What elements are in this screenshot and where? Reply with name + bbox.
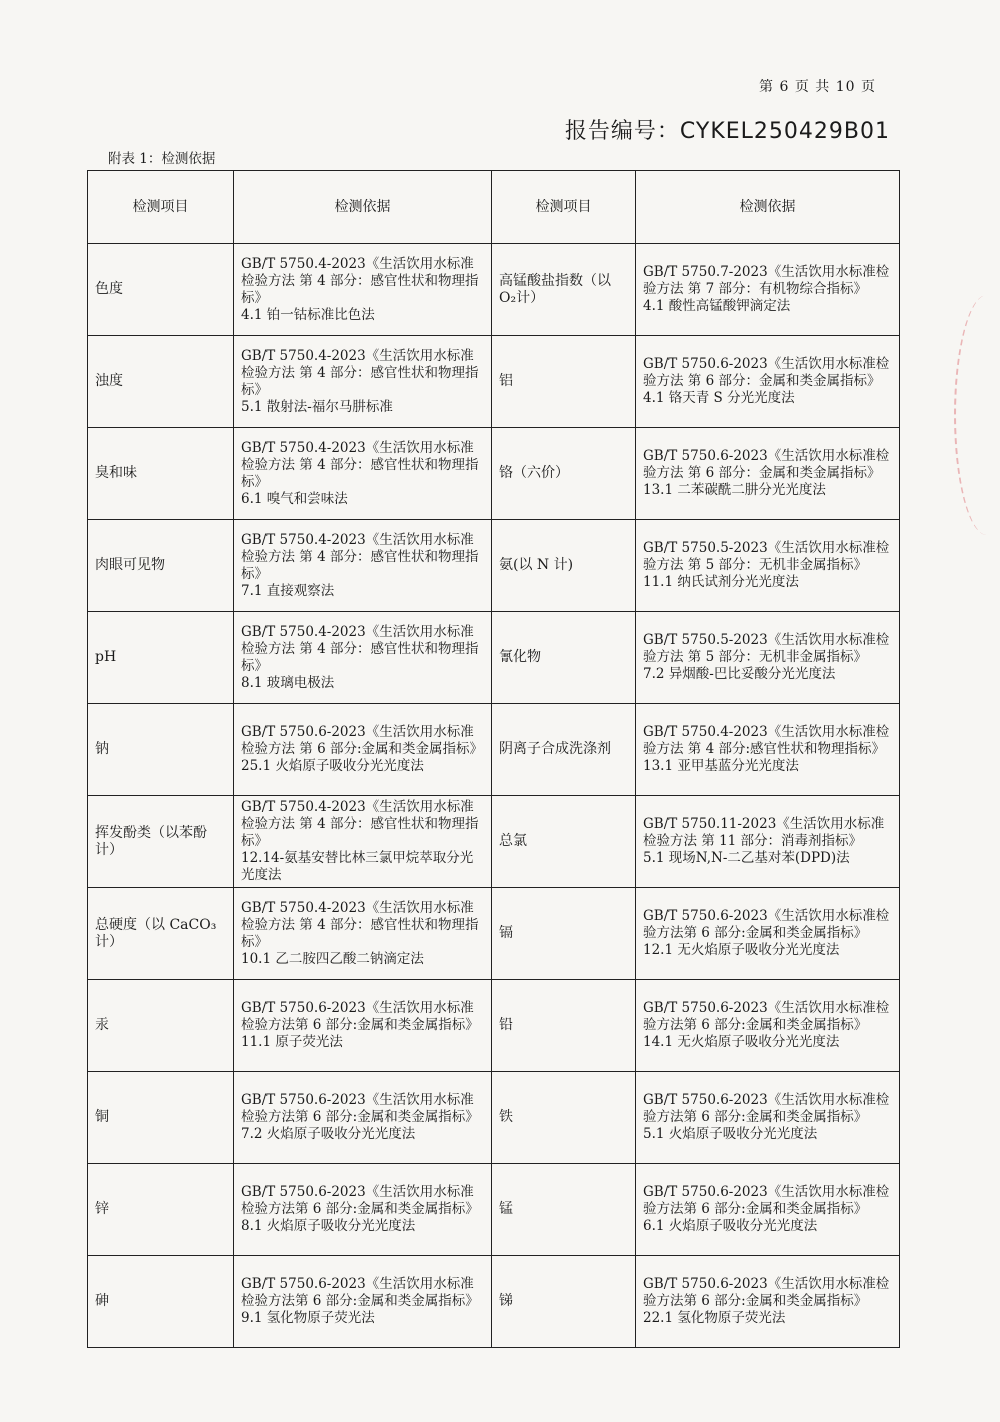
standard-reference: GB/T 5750.5-2023《生活饮用水标准检验方法 第 5 部分：无机非金属指标》 xyxy=(643,632,890,665)
right-test-basis xyxy=(636,520,900,612)
left-test-basis xyxy=(234,1256,492,1348)
standard-reference: GB/T 5750.6-2023《生活饮用水标准检验方法第 6 部分:金属和类金属指标》 xyxy=(241,1092,479,1125)
right-test-basis xyxy=(636,796,900,888)
table-row xyxy=(88,612,900,704)
method-clause: 12.14-氨基安替比林三氯甲烷萃取分光光度法 xyxy=(241,850,474,883)
standard-reference: GB/T 5750.5-2023《生活饮用水标准检验方法 第 5 部分：无机非金属指标》 xyxy=(643,540,890,573)
method-clause: 6.1 火焰原子吸收分光光度法 xyxy=(643,1218,818,1234)
right-test-basis xyxy=(636,612,900,704)
standard-reference: GB/T 5750.4-2023《生活饮用水标准检验方法 第 4 部分：感官性状和物理指标》 xyxy=(241,623,479,674)
right-test-basis xyxy=(636,1256,900,1348)
standard-reference: GB/T 5750.4-2023《生活饮用水标准检验方法 第 4 部分:感官性状和物理指标》 xyxy=(643,724,890,757)
standard-reference: GB/T 5750.6-2023《生活饮用水标准检验方法第 6 部分:金属和类金属指标》 xyxy=(241,1276,479,1309)
testing-basis-table xyxy=(87,170,900,1348)
right-test-item: 镉 xyxy=(492,888,636,980)
table-row xyxy=(88,336,900,428)
standard-reference: GB/T 5750.6-2023《生活饮用水标准检验方法第 6 部分:金属和类金属指标》 xyxy=(241,1184,479,1217)
table-row xyxy=(88,796,900,888)
report-number: 报告编号：CYKEL250429B01 xyxy=(564,119,890,144)
right-test-basis xyxy=(636,888,900,980)
method-clause: 7.2 火焰原子吸收分光光度法 xyxy=(241,1126,416,1142)
appendix-title: 附表 1：检测依据 xyxy=(108,151,216,167)
standard-reference: GB/T 5750.6-2023《生活饮用水标准检验方法第 6 部分:金属和类金属指标》 xyxy=(643,1276,890,1309)
left-test-item: 浊度 xyxy=(88,336,234,428)
method-clause: 6.1 嗅气和尝味法 xyxy=(241,490,348,507)
standard-reference: GB/T 5750.6-2023《生活饮用水标准检验方法 第 6 部分：金属和类金属指标》 xyxy=(643,448,890,481)
standard-reference: GB/T 5750.4-2023《生活饮用水标准检验方法 第 4 部分：感官性状和物理指标》 xyxy=(241,439,479,490)
standard-reference: GB/T 5750.6-2023《生活饮用水标准检验方法第 6 部分:金属和类金属指标》 xyxy=(241,1000,479,1033)
left-test-basis xyxy=(234,612,492,704)
method-clause: 13.1 二苯碳酰二肼分光光度法 xyxy=(643,482,826,498)
header-test-basis: 检测依据 xyxy=(234,171,492,244)
method-clause: 8.1 玻璃电极法 xyxy=(241,674,335,691)
left-test-item: 汞 xyxy=(88,980,234,1072)
method-clause: 11.1 原子荧光法 xyxy=(241,1034,343,1050)
table-row xyxy=(88,704,900,796)
method-clause: 7.1 直接观察法 xyxy=(241,582,335,599)
method-clause: 13.1 亚甲基蓝分光光度法 xyxy=(643,758,799,774)
method-clause: 12.1 无火焰原子吸收分光光度法 xyxy=(643,942,840,958)
method-clause: 5.1 散射法-福尔马肼标准 xyxy=(241,398,393,415)
left-test-basis xyxy=(234,520,492,612)
standard-reference: GB/T 5750.6-2023《生活饮用水标准检验方法第 6 部分:金属和类金属指标》 xyxy=(643,908,890,941)
method-clause: 7.2 异烟酸-巴比妥酸分光光度法 xyxy=(643,666,836,682)
left-test-basis xyxy=(234,428,492,520)
standard-reference: GB/T 5750.4-2023《生活饮用水标准检验方法 第 4 部分：感官性状和物理指标》 xyxy=(241,799,479,849)
table-row xyxy=(88,520,900,612)
table-row xyxy=(88,244,900,336)
method-clause: 8.1 火焰原子吸收分光光度法 xyxy=(241,1218,416,1234)
method-clause: 25.1 火焰原子吸收分光光度法 xyxy=(241,758,424,774)
table-row xyxy=(88,1072,900,1164)
left-test-basis xyxy=(234,1164,492,1256)
right-test-basis xyxy=(636,244,900,336)
right-test-basis xyxy=(636,704,900,796)
method-clause: 5.1 火焰原子吸收分光光度法 xyxy=(643,1126,818,1142)
right-test-item: 氨(以 N 计) xyxy=(492,520,636,612)
standard-reference: GB/T 5750.6-2023《生活饮用水标准检验方法第 6 部分:金属和类金属指标》 xyxy=(643,1000,890,1033)
right-test-basis xyxy=(636,336,900,428)
left-test-basis xyxy=(234,244,492,336)
method-clause: 4.1 铬天青 S 分光光度法 xyxy=(643,390,795,406)
left-test-item: 色度 xyxy=(88,244,234,336)
left-test-basis xyxy=(234,796,492,888)
right-test-item: 高锰酸盐指数（以O₂计） xyxy=(492,244,636,336)
right-test-basis xyxy=(636,1072,900,1164)
left-test-item: 臭和味 xyxy=(88,428,234,520)
standard-reference: GB/T 5750.4-2023《生活饮用水标准检验方法 第 4 部分：感官性状和物理指标》 xyxy=(241,531,479,582)
seal-stamp xyxy=(954,295,1000,535)
right-test-basis xyxy=(636,428,900,520)
right-test-item: 铁 xyxy=(492,1072,636,1164)
standard-reference: GB/T 5750.6-2023《生活饮用水标准检验方法第 6 部分:金属和类金属指标》 xyxy=(643,1092,890,1125)
left-test-item: 钠 xyxy=(88,704,234,796)
right-test-item: 总氯 xyxy=(492,796,636,888)
right-test-item: 锑 xyxy=(492,1256,636,1348)
table-row xyxy=(88,980,900,1072)
method-clause: 11.1 纳氏试剂分光光度法 xyxy=(643,574,799,590)
standard-reference: GB/T 5750.4-2023《生活饮用水标准检验方法 第 4 部分：感官性状和物理指标》 xyxy=(241,899,479,950)
right-test-basis xyxy=(636,1164,900,1256)
left-test-basis xyxy=(234,1072,492,1164)
method-clause: 9.1 氢化物原子荧光法 xyxy=(241,1310,375,1326)
right-test-item: 锰 xyxy=(492,1164,636,1256)
left-test-basis xyxy=(234,336,492,428)
header-test-item: 检测项目 xyxy=(492,171,636,244)
method-clause: 10.1 乙二胺四乙酸二钠滴定法 xyxy=(241,950,424,967)
left-test-item: 肉眼可见物 xyxy=(88,520,234,612)
left-test-item: 锌 xyxy=(88,1164,234,1256)
method-clause: 22.1 氢化物原子荧光法 xyxy=(643,1310,786,1326)
method-clause: 5.1 现场N,N-二乙基对苯(DPD)法 xyxy=(643,850,850,866)
standard-reference: GB/T 5750.6-2023《生活饮用水标准检验方法第 6 部分:金属和类金属指标》 xyxy=(643,1184,890,1217)
standard-reference: GB/T 5750.6-2023《生活饮用水标准检验方法 第 6 部分：金属和类金属指标》 xyxy=(643,356,890,389)
standard-reference: GB/T 5750.7-2023《生活饮用水标准检验方法 第 7 部分：有机物综合指标》 xyxy=(643,264,890,297)
table-row xyxy=(88,428,900,520)
left-test-basis xyxy=(234,704,492,796)
left-test-item: pH xyxy=(88,612,234,704)
right-test-item: 铬（六价） xyxy=(492,428,636,520)
right-test-basis xyxy=(636,980,900,1072)
right-test-item: 铅 xyxy=(492,980,636,1072)
standard-reference: GB/T 5750.6-2023《生活饮用水标准检验方法 第 6 部分:金属和类金属指标》 xyxy=(241,724,484,757)
method-clause: 4.1 酸性高锰酸钾滴定法 xyxy=(643,298,791,314)
page-number: 第 6 页 共 10 页 xyxy=(759,79,876,95)
right-test-item: 氰化物 xyxy=(492,612,636,704)
method-clause: 4.1 铂一钴标准比色法 xyxy=(241,306,375,323)
table-row xyxy=(88,1256,900,1348)
table-body xyxy=(88,244,900,1348)
left-test-item: 挥发酚类（以苯酚计） xyxy=(88,796,234,888)
right-test-item: 铝 xyxy=(492,336,636,428)
left-test-basis xyxy=(234,980,492,1072)
header-test-item: 检测项目 xyxy=(88,171,234,244)
method-clause: 14.1 无火焰原子吸收分光光度法 xyxy=(643,1034,840,1050)
left-test-basis xyxy=(234,888,492,980)
header-test-basis: 检测依据 xyxy=(636,171,900,244)
table-row xyxy=(88,1164,900,1256)
right-test-item: 阴离子合成洗涤剂 xyxy=(492,704,636,796)
standard-reference: GB/T 5750.11-2023《生活饮用水标准检验方法 第 11 部分：消毒剂指标》 xyxy=(643,816,885,849)
left-test-item: 铜 xyxy=(88,1072,234,1164)
standard-reference: GB/T 5750.4-2023《生活饮用水标准检验方法 第 4 部分：感官性状和物理指标》 xyxy=(241,347,479,398)
standard-reference: GB/T 5750.4-2023《生活饮用水标准检验方法 第 4 部分：感官性状和物理指标》 xyxy=(241,255,479,306)
table-header-row xyxy=(88,171,900,244)
left-test-item: 砷 xyxy=(88,1256,234,1348)
left-test-item: 总硬度（以 CaCO₃计） xyxy=(88,888,234,980)
table-row xyxy=(88,888,900,980)
